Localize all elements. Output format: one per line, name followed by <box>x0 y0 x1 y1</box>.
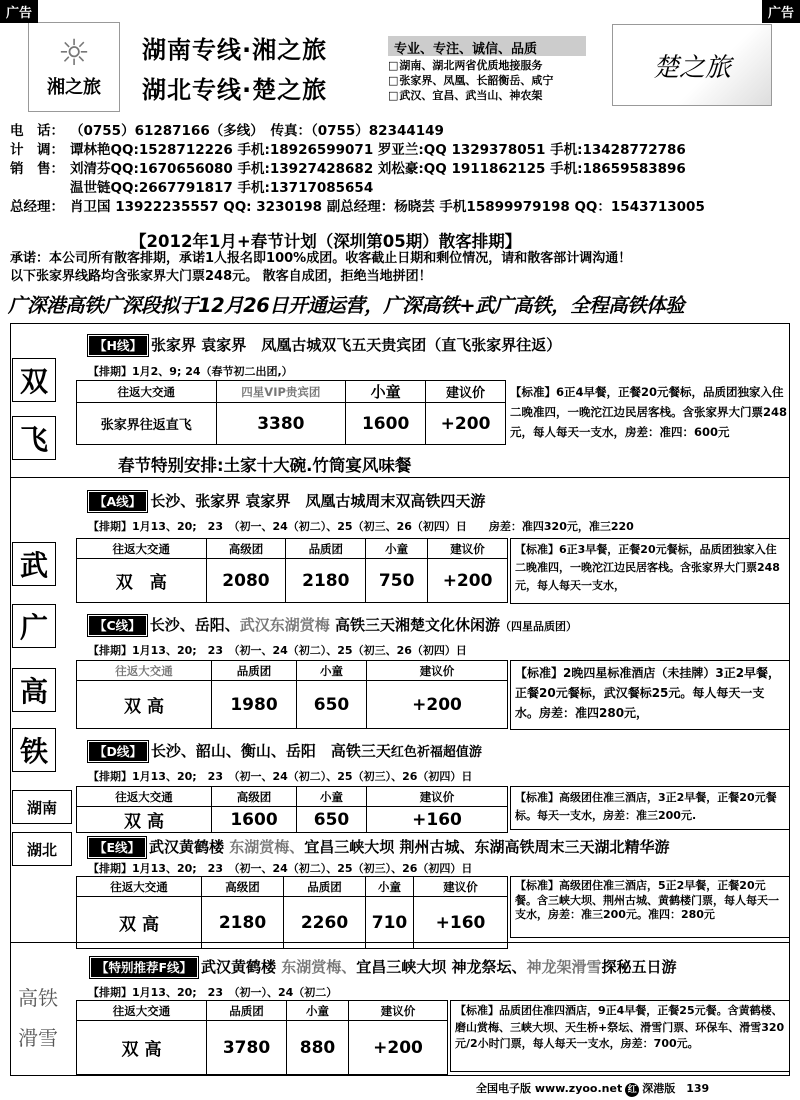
col-header: 小童 <box>346 381 426 403</box>
line-title-text: 高铁三天湘楚文化休闲游 <box>329 616 500 634</box>
line-a-note: 【标准】6正3早餐，正餐20元餐标，品质团独家入住二晚准四，一晚沱江边民居客栈。含张家界大门票248元，每人每天一支水， <box>510 538 790 604</box>
line-title-text: 宜昌三峡大坝 荆州古城、东湖高铁周末三天湖北精华游 <box>304 838 670 856</box>
slogan: 专业、专注、诚信、品质 <box>388 36 586 56</box>
side-label-guang: 广 <box>12 604 56 648</box>
cell-price: 1980 <box>212 681 297 729</box>
cell-transport: 双 高 <box>77 559 207 603</box>
promise <box>10 250 631 286</box>
headline: 广深港高铁广深段拟于12月26日开通运营，广深高铁+武广高铁，全程高铁体验 <box>8 294 685 317</box>
col-header: 往返大交通 <box>77 787 212 807</box>
plan-label: 计 调： <box>10 142 64 158</box>
sales-label: 销 售： <box>10 161 64 177</box>
cell-suggest: +200 <box>367 681 508 729</box>
col-header: 高级团 <box>212 787 297 807</box>
tel-label: 电 话： <box>10 123 64 139</box>
line-title-highlight: 东湖赏梅、 <box>281 958 357 976</box>
line-title-text: 探秘五日游 <box>601 958 677 976</box>
col-header: 品质团 <box>284 877 366 897</box>
side-label-shuang: 双 <box>12 358 56 402</box>
cell-price: 2080 <box>206 559 286 603</box>
col-header: 建议价 <box>367 661 508 681</box>
cell-child: 1600 <box>346 403 426 445</box>
footer-edition: 深港版 <box>642 1082 676 1095</box>
logo-text: 湘之旅 <box>47 77 101 98</box>
col-header: 建议价 <box>367 787 508 807</box>
gm-value: 肖卫国 13922235557 QQ: 3230198 副总经理：杨晓芸 手机15899979198 QQ：1543713005 <box>70 199 705 215</box>
footer-text: 全国电子版 www.zyoo.net <box>476 1082 623 1095</box>
red-circle-icon: 红 <box>625 1083 639 1097</box>
line-e-price-table <box>76 876 508 949</box>
line-title-text: 张家界 袁家界 凤凰古城双飞五天贵宾团（直飞张家界往返） <box>150 336 562 354</box>
line-c-title <box>88 614 577 635</box>
col-header: 品质团 <box>207 1001 287 1021</box>
col-header: 小童 <box>297 661 367 681</box>
line-h-title <box>88 334 561 355</box>
side-label-hubei: 湖北 <box>12 832 72 866</box>
col-header: 高级团 <box>206 539 286 559</box>
line-title-text: 长沙、韶山、衡山、岳阳 高铁三天 <box>150 742 391 760</box>
line-tag: 【E线】 <box>88 837 146 858</box>
sales-value-2: 温世链QQ:2667791817 手机:13717085654 <box>70 180 374 196</box>
sales-value: 刘清芬QQ:1670656080 手机:13927428682 刘松豪:QQ 1911862125 手机:18659583896 <box>70 161 686 177</box>
cell-suggest: +200 <box>428 559 508 603</box>
col-header: 小童 <box>366 539 428 559</box>
line-a-title <box>88 490 485 511</box>
col-header: 小童 <box>287 1001 349 1021</box>
line-d-schedule: 【排期】1月13、20; 23 （初一、24（初二）、25（初三）、26（初四）日 <box>88 770 473 783</box>
tel-value: （0755）61287166（多线） 传真：（0755）82344149 <box>70 123 444 139</box>
cell-child: 650 <box>297 681 367 729</box>
cell-child: 710 <box>366 897 414 949</box>
line-h-note: 【标准】6正4早餐，正餐20元餐标，品质团独家入住二晚准四，一晚沱江边民居客栈。含张家界大门票248元，每人每天一支水，房差：准四：600元 <box>510 385 788 439</box>
cell-transport: 双 高 <box>77 807 212 833</box>
line-d-note: 【标准】高级团住准三酒店，3正2早餐，正餐20元餐标。每天一支水，房差：准三200元. <box>510 786 790 830</box>
line-c-price-table <box>76 660 508 729</box>
service-item: □ 张家界、凤凰、长韶衡岳、咸宁 <box>388 73 553 88</box>
page-number: 139 <box>686 1082 710 1095</box>
service-item: □ 湖南、湖北两省优质地接服务 <box>388 58 553 73</box>
cell-suggest: +160 <box>414 897 508 949</box>
cell-transport: 双 高 <box>77 1021 207 1075</box>
cell-child: 880 <box>287 1021 349 1075</box>
line-f-schedule: 【排期】1月13、20; 23 （初一）、24（初二） <box>88 986 338 999</box>
col-header: 四星VIP贵宾团 <box>216 381 346 403</box>
line-title-text: 武汉黄鹤楼 <box>201 958 282 976</box>
line-title-text: 红色祈福超值游 <box>390 745 482 760</box>
service-list <box>388 58 553 103</box>
ad-tag-right: 广告 <box>762 0 800 23</box>
col-header: 品质团 <box>286 539 366 559</box>
line-f-note: 【标准】品质团住准四酒店，9正4早餐，正餐25元餐。含黄鹤楼、磨山赏梅、三峡大坝、天生桥+祭坛、滑雪门票、环保车、滑雪320元/2小时门票，每人每天一支水，房差：700元。 <box>450 1000 790 1072</box>
col-header: 建议价 <box>414 877 508 897</box>
cell-suggest: +160 <box>367 807 508 833</box>
line-tag: 【D线】 <box>88 741 148 762</box>
col-header: 建议价 <box>428 539 508 559</box>
cell-price: 3780 <box>207 1021 287 1075</box>
ad-tag-left: 广告 <box>0 0 38 23</box>
col-header: 品质团 <box>212 661 297 681</box>
line-tag: 【A线】 <box>88 491 147 512</box>
line-tag: 【H线】 <box>88 335 148 356</box>
promise-line: 以下张家界线路均含张家界大门票248元。 散客自成团，拒绝当地拼团！ <box>10 269 432 284</box>
plan-value: 谭林艳QQ:1528712226 手机:18926599071 罗亚兰:QQ 1329378051 手机:13428772786 <box>70 142 686 158</box>
cell-suggest: +200 <box>426 403 506 445</box>
cell-transport: 双 高 <box>77 897 202 949</box>
col-header: 建议价 <box>426 381 506 403</box>
line-title-text: 武汉黄鹤楼 <box>149 838 230 856</box>
line-title-highlight: 武汉东湖赏梅 <box>239 616 330 634</box>
col-header: 小童 <box>297 787 367 807</box>
side-label-gaotie: 高铁 <box>18 986 58 1010</box>
cell-price: 2180 <box>286 559 366 603</box>
cell-suggest: +200 <box>349 1021 448 1075</box>
line-h-special: 春节特别安排:土家十大碗.竹筒宴风味餐 <box>118 456 412 475</box>
footer <box>476 1080 709 1097</box>
company-logo <box>28 22 120 112</box>
line-d-title <box>88 740 482 761</box>
sun-icon: ☼ <box>57 33 91 74</box>
cell-price: 2260 <box>284 897 366 949</box>
col-header: 往返大交通 <box>77 877 202 897</box>
cell-child: 650 <box>297 807 367 833</box>
line-title-text: 长沙、张家界 袁家界 凤凰古城周末双高铁四天游 <box>150 492 486 510</box>
line-e-title <box>88 836 670 857</box>
line-title-note: （四星品质团） <box>499 620 577 633</box>
cell-transport: 双 高 <box>77 681 212 729</box>
divider <box>11 477 789 478</box>
col-header: 往返大交通 <box>77 1001 207 1021</box>
col-header: 往返大交通 <box>77 381 217 403</box>
line-h-schedule: 【排期】1月2、9; 24（春节初二出团,） <box>88 365 293 378</box>
promise-line: 承诺：本公司所有散客排期，承诺1人报名即100%成团。收客截止日期和剩位情况，请和散客部计调沟通！ <box>10 251 632 266</box>
header <box>0 0 800 118</box>
side-label-tie: 铁 <box>12 728 56 772</box>
cell-transport: 张家界往返直飞 <box>77 403 217 445</box>
line-tag: 【C线】 <box>88 615 147 636</box>
line-f-price-table <box>76 1000 448 1075</box>
contact-block <box>10 122 795 217</box>
cell-child: 750 <box>366 559 428 603</box>
line-e-note: 【标准】高级团住准三酒店，5正2早餐，正餐20元餐。含三峡大坝、荆州古城、黄鹤楼门票，每人每天一支水，房差：准三200元。准四：280元 <box>510 876 790 938</box>
cell-price: 2180 <box>202 897 284 949</box>
cell-price: 3380 <box>216 403 346 445</box>
line-h-price-table <box>76 380 506 445</box>
line-title-text: 宜昌三峡大坝 神龙祭坛、 <box>356 958 527 976</box>
chuzhilv-logo: 楚之旅 <box>612 24 772 106</box>
line-d-price-table <box>76 786 508 833</box>
gm-label: 总经理： <box>10 199 64 215</box>
brand-line-hunan: 湖南专线·湘之旅 <box>142 36 328 64</box>
line-c-note: 【标准】2晚四星标准酒店（未挂牌）3正2早餐，正餐20元餐标，武汉餐标25元。每人每天一支水。房差：准四280元， <box>510 660 790 730</box>
line-tag: 【特别推荐F线】 <box>90 957 198 978</box>
line-f-title <box>90 956 677 977</box>
line-title-highlight: 东湖赏梅、 <box>229 838 305 856</box>
side-label-huaxue: 滑雪 <box>18 1026 58 1050</box>
side-label-gao: 高 <box>12 668 56 712</box>
side-label-hunan: 湖南 <box>12 790 72 824</box>
side-label-wu: 武 <box>12 542 56 586</box>
side-label-fei: 飞 <box>12 416 56 460</box>
col-header: 建议价 <box>349 1001 448 1021</box>
brand-line-hubei: 湖北专线·楚之旅 <box>142 76 328 104</box>
service-item: □ 武汉、宜昌、武当山、神农架 <box>388 88 553 103</box>
cell-price: 1600 <box>212 807 297 833</box>
plan-title: 【2012年1月+春节计划（深圳第05期）散客排期】 <box>130 232 522 251</box>
line-title-text: 长沙、岳阳、 <box>149 616 240 634</box>
line-title-highlight: 神龙架滑雪 <box>526 958 602 976</box>
line-c-schedule: 【排期】1月13、20; 23 （初一、24（初二）、25（初三、26（初四）日 <box>88 644 467 657</box>
line-e-schedule: 【排期】1月13、20; 23 （初一、24（初二）、25（初三）、26（初四）日 <box>88 862 473 875</box>
col-header: 往返大交通 <box>77 661 212 681</box>
col-header: 高级团 <box>202 877 284 897</box>
line-a-price-table <box>76 538 508 603</box>
col-header: 往返大交通 <box>77 539 207 559</box>
col-header: 小童 <box>366 877 414 897</box>
line-a-schedule: 【排期】1月13、20; 23 （初一、24（初二）、25（初三、26（初四）日 房差：准四320元，准三220 <box>88 520 634 533</box>
